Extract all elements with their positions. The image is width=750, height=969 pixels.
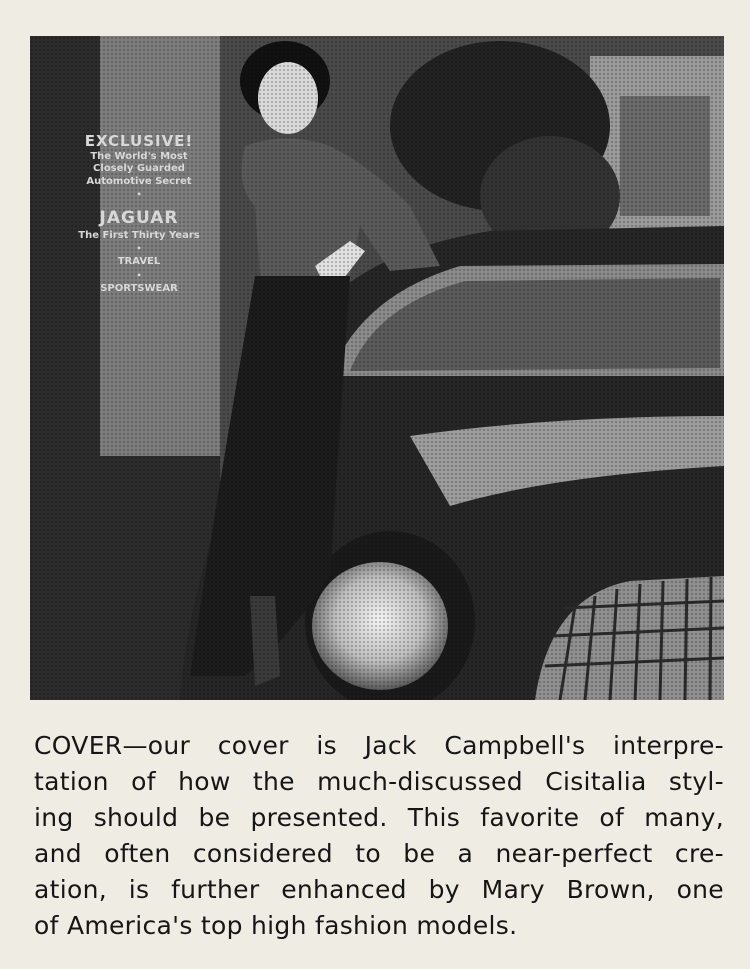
bullet-dot: • <box>136 270 142 280</box>
bullet-dot: • <box>136 244 142 253</box>
cover-line: SPORTSWEAR <box>100 282 178 294</box>
cover-line: Automotive Secret <box>86 175 192 187</box>
cover-line-exclusive: EXCLUSIVE! <box>84 132 194 150</box>
cover-caption <box>34 728 724 944</box>
caption-line: of America's top high fashion models. <box>34 911 518 940</box>
cover-line: Closely Guarded <box>93 163 185 175</box>
cover-line: The First Thirty Years <box>78 229 200 241</box>
cover-line-jaguar: JAGUAR <box>99 208 179 229</box>
bullet-dot: • <box>136 190 142 200</box>
cover-photo <box>30 36 724 700</box>
caption-line: ing should be presented. This favorite of many, <box>34 803 724 832</box>
caption-line: COVER—our cover is Jack Campbell's interpre- <box>34 731 724 760</box>
cover-line: The World's Most <box>90 150 188 162</box>
cover-line: TRAVEL <box>117 256 161 267</box>
caption-line: tation of how the much-discussed Cisitalia styl- <box>34 767 724 796</box>
caption-line: and often considered to be a near-perfect cre- <box>34 839 724 868</box>
cover-headline-block <box>64 132 214 295</box>
caption-line: ation, is further enhanced by Mary Brown, one <box>34 875 724 904</box>
